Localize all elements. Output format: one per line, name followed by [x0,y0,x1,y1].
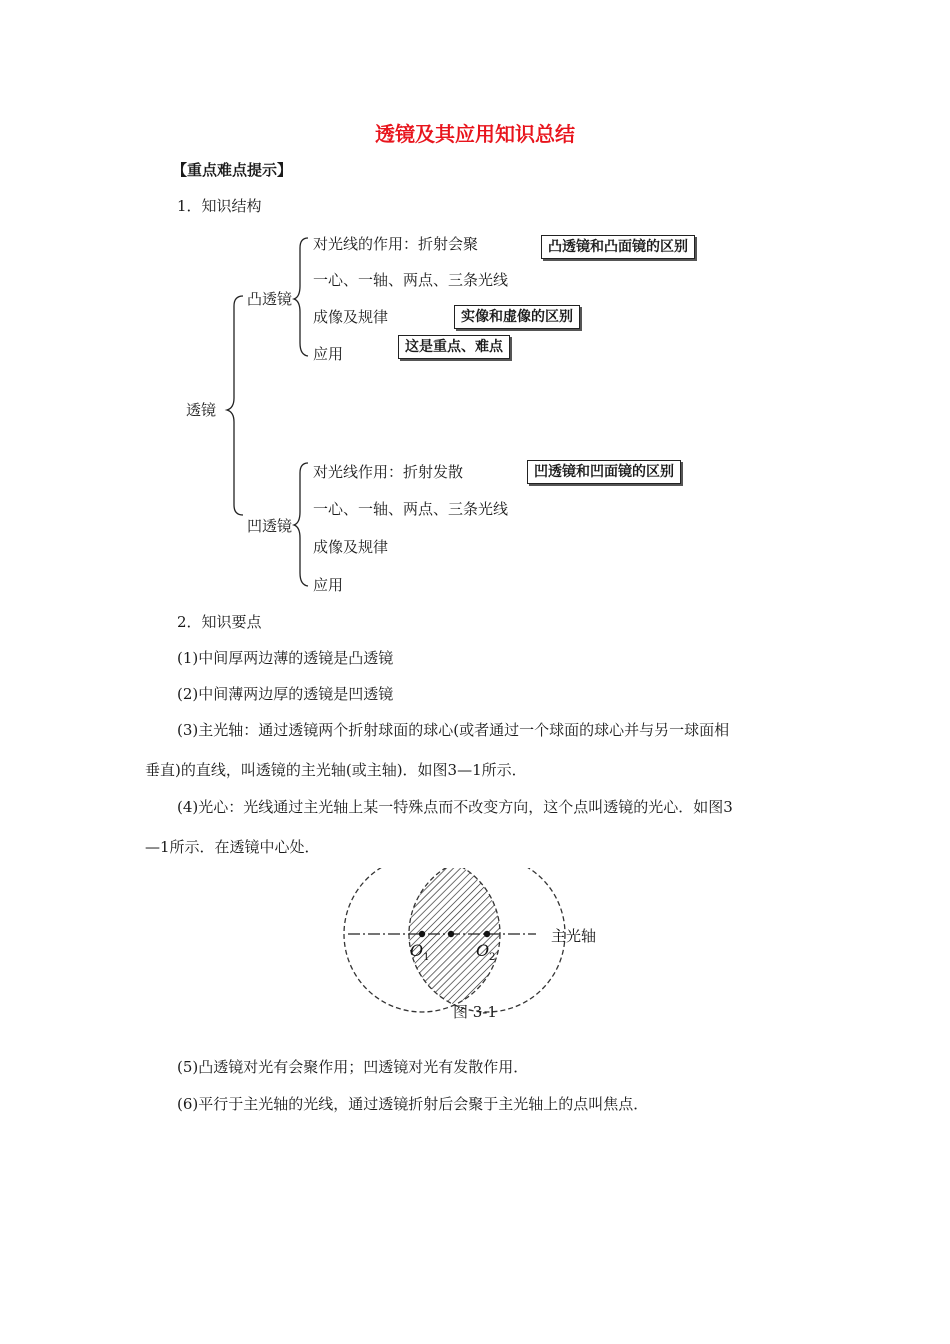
point-item: 垂直)的直线，叫透镜的主光轴(或主轴)．如图3—1所示． [145,761,527,779]
convex-label: 凸透镜 [247,290,293,308]
concave-item: 一心、一轴、两点、三条光线 [313,500,509,518]
optical-center-dot [448,931,454,937]
note-box: 凹透镜和凹面镜的区别 [527,460,681,484]
concave-item: 对光线作用：折射发散 [313,463,464,481]
convex-item: 对光线的作用：折射会聚 [313,235,479,253]
section-header: 【重点难点提示】 [172,161,293,179]
note-box: 实像和虚像的区别 [454,305,580,329]
lens-hatched-region [344,868,500,1012]
center-o2-dot [484,931,490,937]
note-box: 这是重点、难点 [398,335,510,359]
o2-label: $O_2$ [476,941,496,963]
convex-item: 一心、一轴、两点、三条光线 [313,271,509,289]
root-brace [227,296,243,515]
point-item: (4)光心：光线通过主光轴上某一特殊点而不改变方向，这个点叫透镜的光心．如图3 [177,798,733,816]
center-o1-dot [419,931,425,937]
point-item: (5)凸透镜对光有会聚作用；凹透镜对光有发散作用． [177,1058,529,1076]
convex-item: 成像及规律 [313,308,389,326]
point-item: (2)中间薄两边厚的透镜是凹透镜 [177,685,394,703]
point-item: (6)平行于主光轴的光线，通过透镜折射后会聚于主光轴上的点叫焦点． [177,1095,649,1113]
structure-heading: 1．知识结构 [177,197,262,215]
point-item: —1所示．在透镜中心处． [145,838,320,856]
figure-caption: 图 3-1 [453,1003,497,1021]
concave-item: 成像及规律 [313,538,389,556]
root-label: 透镜 [186,401,217,419]
note-box: 凸透镜和凸面镜的区别 [541,235,695,259]
concave-item: 应用 [313,576,344,594]
concave-label: 凹透镜 [247,517,293,535]
o1-label: $O_1$ [410,941,430,963]
points-heading: 2．知识要点 [177,613,262,631]
page-title: 透镜及其应用知识总结 [375,122,575,146]
point-item: (3)主光轴：通过透镜两个折射球面的球心(或者通过一个球面的球心并与另一球面相 [177,721,730,739]
convex-item: 应用 [313,345,344,363]
axis-label: 主光轴 [551,927,597,945]
convex-brace [294,238,308,356]
concave-brace [294,463,308,586]
point-item: (1)中间厚两边薄的透镜是凸透镜 [177,649,394,667]
